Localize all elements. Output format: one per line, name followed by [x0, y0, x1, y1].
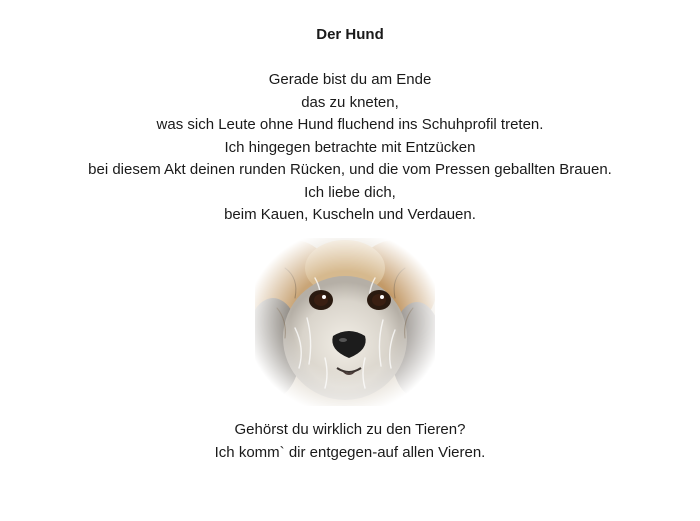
poem-line: Ich komm` dir entgegen-auf allen Vieren. [214, 443, 486, 461]
poem-title: Der Hund [316, 26, 384, 43]
dog-illustration [255, 238, 435, 406]
poem-line: beim Kauen, Kuscheln und Verdauen. [224, 206, 476, 223]
poem-line: Ich liebe dich, [304, 183, 396, 201]
poem-line: Gerade bist du am Ende [268, 71, 432, 88]
poem-line: Ich hingegen betrachte mit Entzücken [224, 138, 476, 156]
poem-line: Gehörst du wirklich zu den Tieren? [234, 421, 466, 438]
poem-line: das zu kneten, [301, 93, 399, 111]
poem-stanza-1 [0, 69, 700, 227]
poem-line: was sich Leute ohne Hund fluchend ins Schuhprofil treten. [156, 116, 544, 133]
dog-face-image [255, 238, 435, 406]
poem-line: bei diesem Akt deinen runden Rücken, und die vom Pressen geballten Brauen. [88, 161, 612, 178]
poem-stanza-2 [0, 419, 700, 464]
